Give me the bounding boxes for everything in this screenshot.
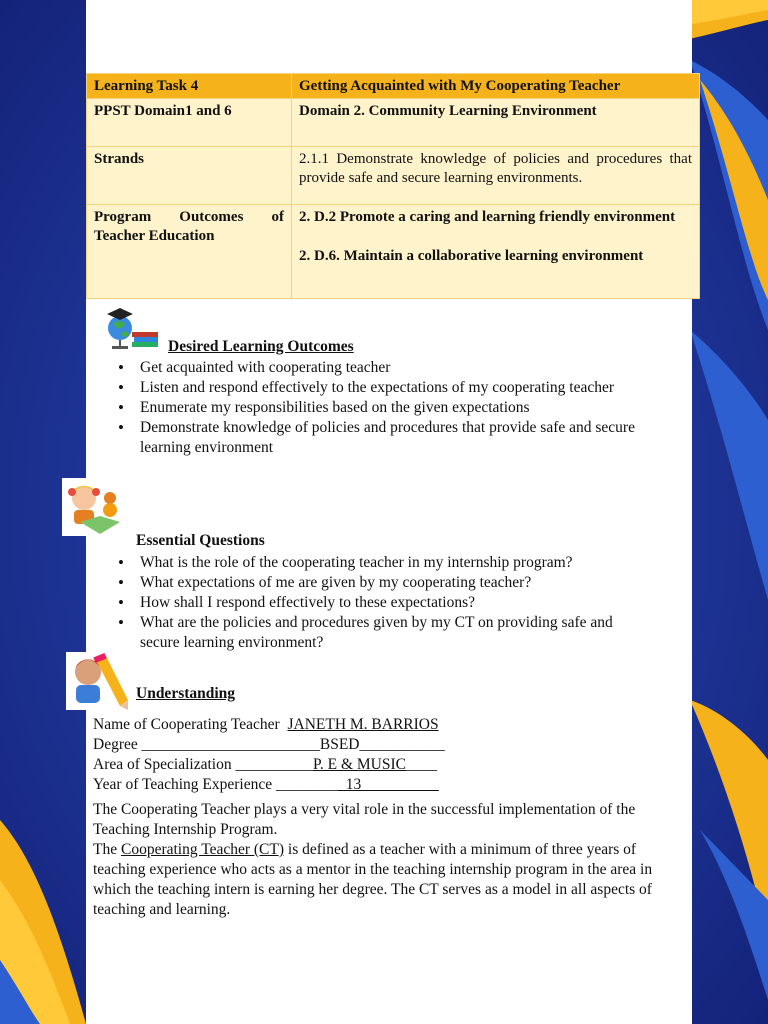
table-cell: Program Outcomes of Teacher Education — [87, 205, 292, 299]
experience-label: Year of Teaching Experience — [93, 776, 273, 793]
ct-term: Cooperating Teacher (CT) — [120, 841, 285, 858]
table-row — [87, 147, 700, 205]
list-item: • Listen and respond effectively to the expectations of my cooperating teacher — [116, 378, 656, 398]
list-item: • Demonstrate knowledge of policies and procedures that provide safe and secure learning environment — [116, 418, 656, 458]
paragraph-text: is defined as a teacher with a minimum of three years of teaching experience who acts as a mentor in the teaching internship program in the area in which the teaching intern is earning her degree. The CT serves as a model in all aspects of teaching and learning. — [93, 841, 653, 918]
section-title-understanding: Understanding — [136, 685, 236, 702]
teacher-info — [93, 715, 445, 795]
spacer — [299, 227, 692, 247]
table-cell — [292, 205, 700, 299]
outcome-text: 2. D.2 Promote a caring and learning friendly environment — [299, 209, 676, 225]
list-item: • Enumerate my responsibilities based on the given expectations — [116, 398, 656, 418]
degree-blank: _______________________ — [141, 736, 320, 753]
degree-label: Degree — [93, 736, 138, 753]
paragraph: The Cooperating Teacher plays a very vital role in the successful implementation of the Teaching Internship Program. — [93, 801, 636, 838]
table-cell: Learning Task 4 — [87, 74, 292, 99]
list-item: • How shall I respond effectively to these expectations? — [116, 593, 656, 613]
teacher-name-value: JANETH M. BARRIOS — [287, 716, 439, 733]
degree-line — [93, 735, 445, 755]
outcomes-list — [116, 358, 656, 458]
list-item: • What is the role of the cooperating teacher in my internship program? — [116, 553, 656, 573]
table-cell: Strands — [87, 147, 292, 205]
experience-value: _13__________ — [337, 776, 439, 793]
list-item: • What are the policies and procedures given by my CT on providing safe and secure learning environment? — [116, 613, 656, 653]
table-cell: PPST Domain1 and 6 — [87, 99, 292, 147]
specialization-value: P. E & MUSIC — [312, 756, 406, 773]
boy-pencil-icon — [66, 652, 132, 710]
specialization-label: Area of Specialization — [93, 756, 232, 773]
globe-books-icon — [104, 306, 160, 350]
section-title-outcomes: Desired Learning Outcomes — [168, 338, 354, 355]
section-title-questions: Essential Questions — [136, 532, 265, 549]
teacher-name-label: Name of Cooperating Teacher — [93, 716, 280, 733]
specialization-line — [93, 755, 445, 775]
experience-blank: ________ — [275, 776, 338, 793]
girl-reading-icon — [62, 478, 124, 536]
table-row — [87, 205, 700, 299]
table-row — [87, 99, 700, 147]
list-item: • What expectations of me are given by my cooperating teacher? — [116, 573, 656, 593]
degree-value: BSED — [319, 736, 360, 753]
questions-list — [116, 553, 656, 653]
experience-line — [93, 775, 445, 795]
teacher-name-line — [93, 715, 445, 735]
table-header-row — [87, 74, 700, 99]
paragraph-text: The — [93, 841, 121, 858]
task-table-wrapper — [86, 73, 700, 299]
paragraph — [93, 840, 668, 920]
specialization-blank: ____ — [405, 756, 437, 773]
table-cell: Getting Acquainted with My Cooperating Teacher — [292, 74, 700, 99]
table-cell: Domain 2. Community Learning Environment — [292, 99, 700, 147]
ct-description — [93, 800, 668, 920]
task-table — [86, 73, 700, 299]
list-item: • Get acquainted with cooperating teacher — [116, 358, 656, 378]
degree-blank: ___________ — [359, 736, 445, 753]
outcome-text: 2. D.6. Maintain a collaborative learning environment — [299, 248, 644, 264]
table-cell: 2.1.1 Demonstrate knowledge of policies and procedures that provide safe and secure learning environments. — [292, 147, 700, 205]
specialization-blank: __________ — [235, 756, 313, 773]
